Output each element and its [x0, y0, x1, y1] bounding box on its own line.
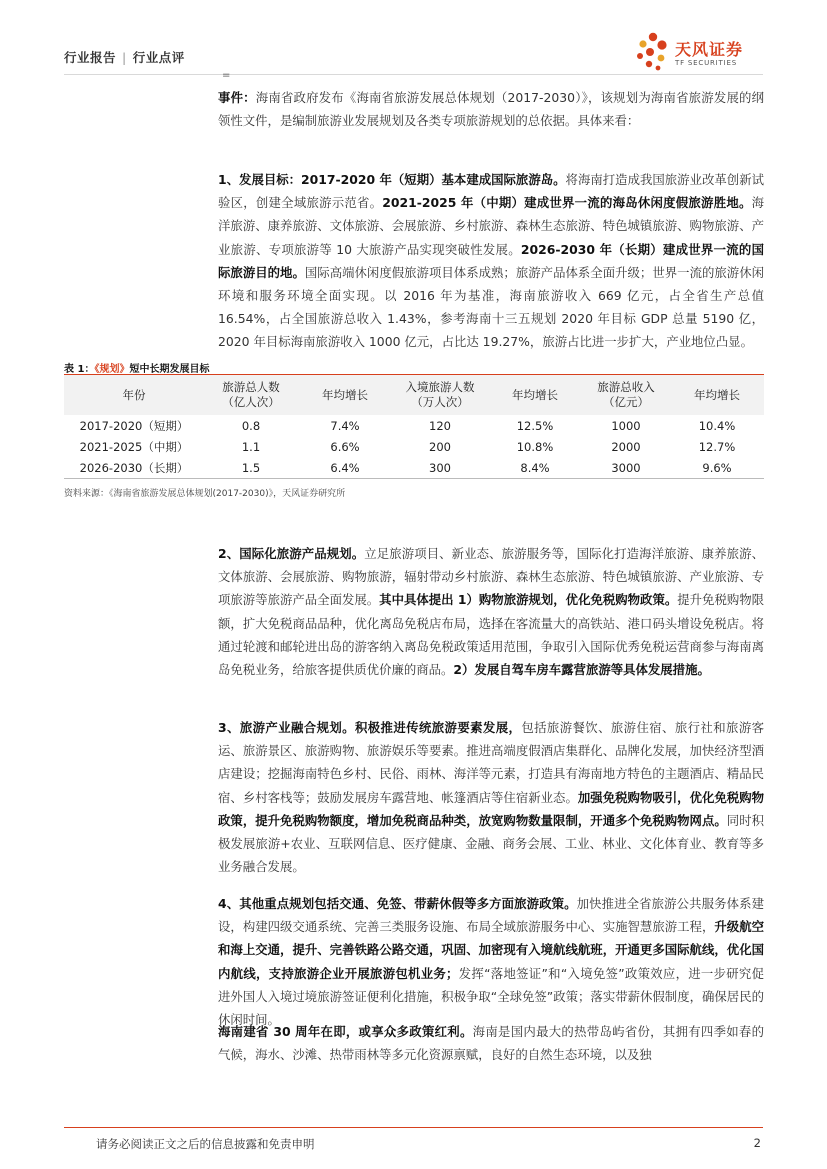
cell: 0.8 [241, 418, 261, 433]
s4-text-1: 加快推进全省旅游公共服务体系建设，构建四级交通系统、完善三类服务设施、布局全域旅游服务中心、实施智慧旅游工程， [218, 896, 765, 935]
col-total-tourists-l1: 旅游总人数 [222, 380, 280, 394]
table-title [64, 360, 209, 375]
goals-table [64, 374, 764, 479]
cell: 2021-2025（中期） [79, 439, 189, 454]
section-5-paragraph [218, 1020, 764, 1068]
report-category [64, 48, 185, 66]
cell: 6.4% [298, 457, 392, 479]
cell: 10.4% [698, 418, 736, 433]
s1-bold-3: 2026-2030 年（长期）建成世界一流的国际旅游目的地。 [218, 241, 764, 280]
table-title-rest: 短中长期发展目标 [129, 364, 210, 375]
cell: 200 [429, 439, 451, 454]
report-type: 行业报告 [64, 50, 117, 65]
section-4-paragraph [218, 892, 764, 1031]
table-row [64, 457, 764, 479]
s3-text-1: 包括旅游餐饮、旅游住宿、旅行社和旅游客运、旅游景区、旅游购物、旅游娱乐等要素。推进高端度假酒店集群化、品牌化发展，加快经济型酒店建设；挖掘海南特色乡村、民俗、雨林、海洋等元素，打造具有海南地方特色的主题酒店、精品民宿、乡村客栈等；鼓励发展房车露营地、帐篷酒店等住宿新业态。 [218, 720, 765, 805]
page-number: 2 [753, 1136, 761, 1150]
col-revenue-l1: 旅游总收入 [597, 380, 655, 394]
section-2-paragraph [218, 542, 764, 681]
cell: 10.8% [516, 439, 554, 454]
col-revenue [582, 375, 670, 416]
cell: 2000 [611, 439, 641, 454]
cell: 2026-2030（长期） [64, 457, 204, 479]
col-revenue-l2: （亿元） [603, 395, 649, 409]
cell: 6.6% [330, 439, 360, 454]
cell: 1.1 [241, 439, 261, 454]
s3-bold-1: 3、旅游产业融合规划。积极推进传统旅游要素发展， [218, 720, 522, 735]
event-lead: 事件： [218, 90, 256, 105]
footer-rule [64, 1127, 763, 1128]
cell: 300 [392, 457, 488, 479]
col-growth-2: 年均增长 [488, 375, 582, 416]
cell: 12.5% [516, 418, 554, 433]
cell: 3000 [582, 457, 670, 479]
table-header-row [64, 375, 764, 416]
section-1-paragraph [218, 168, 764, 354]
event-paragraph [218, 86, 764, 132]
col-inbound-l2: （万人次） [411, 395, 469, 409]
col-growth-1: 年均增长 [298, 375, 392, 416]
footer-disclaimer: 请务必阅读正文之后的信息披露和免责申明 [96, 1137, 315, 1151]
table-row [64, 415, 764, 436]
s5-bold-1: 海南建省 30 周年在即，或享众多政策红利。 [218, 1024, 473, 1039]
table-title-quote: 《规划》 [94, 364, 130, 375]
s3-text-2: 同时积极发展旅游+农业、互联网信息、医疗健康、金融、商务会展、工业、林业、文化体育业、教育等多业务融合发展。 [218, 812, 765, 875]
col-year: 年份 [64, 375, 204, 416]
s2-bold-3: 2）发展自驾车房车露营旅游等具体发展措施。 [453, 662, 710, 678]
event-text: 海南省政府发布《海南省旅游发展总体规划（2017-2030）》，该规划为海南省旅游发展的纲领性文件，是编制旅游业发展规划及各类专项旅游规划的总依据。具体来看： [218, 90, 765, 129]
cell: 2017-2020（短期） [79, 418, 189, 433]
col-total-tourists [204, 375, 298, 416]
cell: 1.5 [204, 457, 298, 479]
s1-bold-2: 2021-2025 年（中期）建成世界一流的海岛休闲度假旅游胜地。 [382, 195, 752, 211]
company-logo [635, 30, 765, 76]
s1-text-3: 国际高端休闲度假旅游项目体系成熟；旅游产品体系全面升级；世界一流的旅游休闲环境和服务环境全面实现。以 2016 年为基准，海南旅游收入 669 亿元，占全省生产总值 16.54%，占全国旅游总收入 1.43%，参考海南十三五规划 2020 年目标 GDP 总量 5190 亿，2020 年目标海南旅游收入 1000 亿元，占比达 19.27%，旅游占比进一步扩大，产业地位凸显。 [218, 264, 765, 350]
s4-bold-1: 4、其他重点规划包括交通、免签、带薪休假等多方面旅游政策。 [218, 896, 577, 911]
section-3-paragraph [218, 716, 764, 878]
s5-text-1: 海南是国内最大的热带岛屿省份，其拥有四季如春的气候，海水、沙滩、热带雨林等多元化资源禀赋，良好的自然生态环境，以及独 [218, 1024, 764, 1063]
s4-bold-2: 升级航空和海上交通，提升、完善铁路公路交通，巩固、加密现有入境航线航班，开通更多国际航线，优化国内航线，支持旅游企业开展旅游包机业务； [218, 919, 765, 981]
cell: 1000 [611, 418, 641, 433]
col-growth-3: 年均增长 [670, 375, 764, 416]
stray-marker: = [222, 70, 231, 81]
report-subtype: 行业点评 [132, 50, 185, 65]
cell: 12.7% [698, 439, 736, 454]
cell: 120 [429, 418, 451, 433]
s3-bold-2: 加强免税购物吸引，优化免税购物政策，提升免税购物额度，增加免税商品种类，放宽购物数量限制，开通多个免税购物网点。 [218, 789, 765, 828]
s1-text-1: 将海南打造成我国旅游业改革创新试验区，创建全域旅游示范省。 [218, 172, 764, 211]
table-title-prefix: 表 1： [64, 364, 95, 375]
col-total-tourists-l2: （亿人次） [222, 395, 280, 409]
s1-text-2: 海洋旅游、康养旅游、文体旅游、会展旅游、乡村旅游、森林生态旅游、特色城镇旅游、购物旅游、产业旅游、专项旅游等 10 大旅游产品实现突破性发展。 [218, 195, 764, 257]
logo-name: 天风证券 [675, 40, 744, 59]
s4-text-2: 发挥“落地签证”和“入境免签”政策效应，进一步研究促进外国人入境过境旅游签证便利化措施，积极争取“全球免签”政策；落实带薪休假制度，确保居民的休闲时间。 [218, 965, 764, 1028]
header-rule [64, 74, 763, 75]
cell: 9.6% [670, 457, 764, 479]
col-inbound-l1: 入境旅游人数 [405, 380, 475, 394]
s1-bold-1: 1、发展目标：2017-2020 年（短期）基本建成国际旅游岛。 [218, 172, 566, 187]
cell: 7.4% [330, 418, 360, 433]
s2-bold-1: 2、国际化旅游产品规划。 [218, 546, 365, 561]
col-inbound-tourists [392, 375, 488, 416]
logo-english: TF SECURITIES [675, 59, 737, 67]
s2-text-1: 立足旅游项目、新业态、旅游服务等，国际化打造海洋旅游、康养旅游、文体旅游、会展旅游、购物旅游，辐射带动乡村旅游、森林生态旅游、特色城镇旅游、产业旅游、专项旅游等旅游产品全面发展。 [218, 546, 765, 608]
s2-text-2: 提升免税购物限额，扩大免税商品品种，优化离岛免税店布局，选择在客流量大的高铁站、港口码头增设免税店。将通过轮渡和邮轮进出岛的游客纳入离岛免税政策适用范围，争取引入国际优秀免税运营商参与海南离岛免税业务，给旅客提供质优价廉的商品。 [218, 592, 765, 678]
header-separator: | [122, 50, 127, 65]
table-source: 资料来源：《海南省旅游发展总体规划(2017-2030)》，天风证券研究所 [64, 489, 346, 499]
logo-dots-icon [635, 32, 671, 72]
cell: 8.4% [488, 457, 582, 479]
s2-bold-2: 其中具体提出 1）购物旅游规划，优化免税购物政策。 [379, 592, 678, 608]
table-row [64, 436, 764, 457]
